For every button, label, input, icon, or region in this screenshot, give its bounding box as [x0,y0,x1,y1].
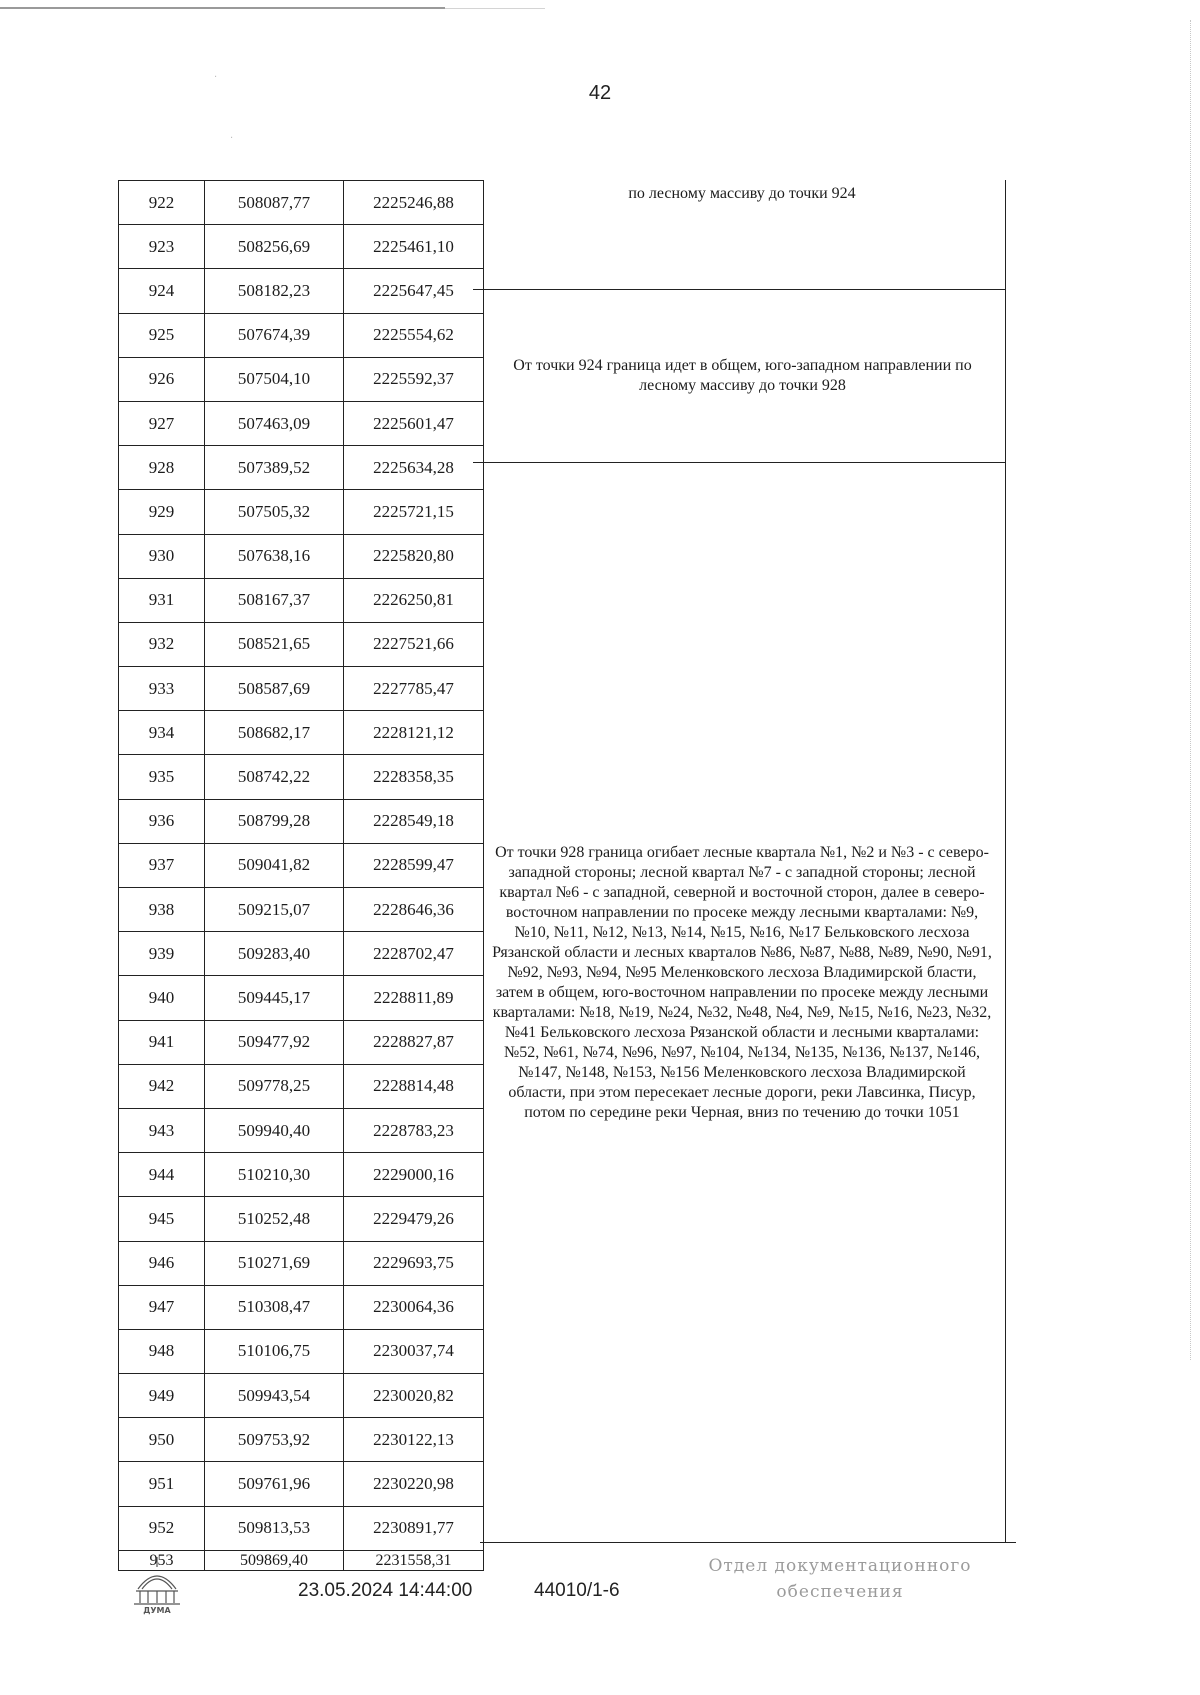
coordinate-y-cell: 2229693,75 [344,1241,484,1285]
table-row [119,1329,484,1373]
table-row [119,1374,484,1418]
coordinate-y-cell: 2230037,74 [344,1329,484,1373]
table-row [119,976,484,1020]
coordinate-x-cell: 508799,28 [205,799,344,843]
coordinate-x-cell: 507463,09 [205,401,344,445]
coordinate-y-cell: 2230064,36 [344,1285,484,1329]
point-number-cell: 938 [119,888,205,932]
coordinate-y-cell: 2229000,16 [344,1153,484,1197]
table-row [119,711,484,755]
table-row [119,888,484,932]
coordinate-y-cell: 2230122,13 [344,1418,484,1462]
coordinate-y-cell: 2228783,23 [344,1108,484,1152]
table-row [119,755,484,799]
point-number-cell: 928 [119,446,205,490]
point-number-cell: 940 [119,976,205,1020]
coordinate-x-cell: 509753,92 [205,1418,344,1462]
coordinate-x-cell: 510271,69 [205,1241,344,1285]
scan-speck: · [230,133,234,144]
scan-edge-rule [0,7,445,9]
footer-timestamp: 23.05.2024 14:44:00 [298,1580,473,1601]
table-row [119,843,484,887]
coordinate-y-cell: 2230020,82 [344,1374,484,1418]
coordinate-y-cell: 2228811,89 [344,976,484,1020]
point-number-cell: 949 [119,1374,205,1418]
table-row [119,1197,484,1241]
table-row [119,490,484,534]
coordinate-x-cell: 509761,96 [205,1462,344,1506]
point-number-cell: 943 [119,1108,205,1152]
coordinate-y-cell: 2228121,12 [344,711,484,755]
table-row [119,1020,484,1064]
coordinate-y-cell: 2227521,66 [344,622,484,666]
coordinate-x-cell: 508087,77 [205,181,344,225]
table-row [119,225,484,269]
point-number-cell: 937 [119,843,205,887]
point-number-cell: 946 [119,1241,205,1285]
table-row [119,1064,484,1108]
coordinate-y-cell: 2225461,10 [344,225,484,269]
coordinate-y-cell: 2225647,45 [344,269,484,313]
footer-document-number: 44010/1-6 [534,1580,620,1601]
point-number-cell: 925 [119,313,205,357]
point-number-cell: 939 [119,932,205,976]
description-divider [473,289,1006,290]
scan-edge-marks [1190,20,1195,1360]
coordinate-x-cell: 509940,40 [205,1108,344,1152]
coordinate-x-cell: 508682,17 [205,711,344,755]
point-number-cell: 932 [119,622,205,666]
point-number-cell: 948 [119,1329,205,1373]
table-row [119,1506,484,1550]
table-row [119,269,484,313]
table-row [119,401,484,445]
coordinate-x-cell: 509283,40 [205,932,344,976]
table-row [119,667,484,711]
coordinate-y-cell: 2229479,26 [344,1197,484,1241]
coordinate-x-cell: 509869,40 [205,1550,344,1570]
point-number-cell: 941 [119,1020,205,1064]
table-row [119,1462,484,1506]
table-row [119,313,484,357]
coordinate-y-cell: 2225592,37 [344,357,484,401]
point-number-cell: 931 [119,578,205,622]
coordinates-table-body [119,181,484,1571]
point-number-cell: 922 [119,181,205,225]
coordinate-x-cell: 508167,37 [205,578,344,622]
point-number-cell: 933 [119,667,205,711]
coordinate-y-cell: 2226250,81 [344,578,484,622]
point-number-cell: 935 [119,755,205,799]
point-number-cell: 923 [119,225,205,269]
coordinate-x-cell: 509778,25 [205,1064,344,1108]
coordinate-x-cell: 508182,23 [205,269,344,313]
department-stamp-line1: Отдел документационного [708,1556,972,1576]
coordinate-y-cell: 2225246,88 [344,181,484,225]
point-number-cell: 930 [119,534,205,578]
coordinate-y-cell: 2225634,28 [344,446,484,490]
description-segment-1: по лесному массиву до точки 924 [628,185,856,202]
point-number-cell: 951 [119,1462,205,1506]
coordinate-x-cell: 509477,92 [205,1020,344,1064]
description-segment-3: От точки 928 граница огибает лесные квартала №1, №2 и №3 - с северо-западной стороны; лесной квартал №7 - с западной стороны; лесной квартал №6 - с западной, северной и восточной сторон, далее в северо-восточном направлении по просеке между лесными кварталами: №9, №10, №11, №12, №13, №14, №15, №16, №17 Бельковского лесхоза Рязанской области и лесных кварталов №86, №87, №88, №89, №90, №91, №92, №93, №94, №95 Меленковского лесхоза Владимирской бласти, затем в общем, юго-восточном направлении по просеке между лесными кварталами: №18, №19, №24, №32, №48, №4, №9, №15, №16, №23, №32, №41 Бельковского лесхоза Рязанской области и лесными кварталами: №52, №61, №74, №96, №97, №104, №134, №135, №136, №137, №146, №147, №148, №153, №156 Меленковского лесхоза Владимирской области, при этом пересекает лесные дороги, реки Лавсинка, Писур, потом по середине реки Черная, вниз по течению до точки 1051 [492,844,992,1121]
coordinate-x-cell: 509445,17 [205,976,344,1020]
coordinate-y-cell: 2228814,48 [344,1064,484,1108]
coordinate-x-cell: 507389,52 [205,446,344,490]
table-row [119,799,484,843]
table-row [119,1241,484,1285]
point-number-cell: 953 [119,1550,205,1570]
scan-speck: · [214,72,218,83]
point-number-cell: 929 [119,490,205,534]
table-row [119,357,484,401]
table-row [119,578,484,622]
coordinate-x-cell: 507504,10 [205,357,344,401]
description-column-right-border [1005,180,1006,1542]
description-segment-2: От точки 924 граница идет в общем, юго-западном направлении по лесному массиву до точки 928 [513,357,972,394]
coordinate-y-cell: 2228827,87 [344,1020,484,1064]
table-row [119,446,484,490]
page-number: 42 [588,82,612,104]
point-number-cell: 934 [119,711,205,755]
coordinate-y-cell: 2228549,18 [344,799,484,843]
coordinate-x-cell: 507505,32 [205,490,344,534]
crest-label: ДУМА [143,1606,171,1615]
table-row [119,932,484,976]
point-number-cell: 944 [119,1153,205,1197]
coordinate-y-cell: 2228358,35 [344,755,484,799]
coordinate-x-cell: 507638,16 [205,534,344,578]
coordinate-y-cell: 2225554,62 [344,313,484,357]
coordinate-x-cell: 508256,69 [205,225,344,269]
coordinate-y-cell: 2225820,80 [344,534,484,578]
table-row [119,1418,484,1462]
table-row [119,1108,484,1152]
coordinate-x-cell: 508742,22 [205,755,344,799]
coordinate-x-cell: 509943,54 [205,1374,344,1418]
coordinates-table-wrap [118,180,484,1571]
department-stamp [690,1553,990,1605]
point-number-cell: 942 [119,1064,205,1108]
coordinate-x-cell: 509041,82 [205,843,344,887]
point-number-cell: 945 [119,1197,205,1241]
point-number-cell: 952 [119,1506,205,1550]
description-divider [473,462,1006,463]
coordinate-x-cell: 507674,39 [205,313,344,357]
coordinate-x-cell: 509813,53 [205,1506,344,1550]
coordinate-x-cell: 510308,47 [205,1285,344,1329]
point-number-cell: 927 [119,401,205,445]
table-row [119,622,484,666]
scan-edge-rule-faint [445,8,545,9]
coordinate-x-cell: 509215,07 [205,888,344,932]
coordinates-table [118,180,484,1571]
description-column-bottom-border [480,1542,1016,1543]
coordinate-y-cell: 2225721,15 [344,490,484,534]
point-number-cell: 947 [119,1285,205,1329]
coordinate-x-cell: 510252,48 [205,1197,344,1241]
coordinate-y-cell: 2228599,47 [344,843,484,887]
point-number-cell: 926 [119,357,205,401]
table-row [119,1285,484,1329]
coordinate-y-cell: 2227785,47 [344,667,484,711]
coordinate-y-cell: 2231558,31 [344,1550,484,1570]
coordinate-y-cell: 2228646,36 [344,888,484,932]
table-row [119,1153,484,1197]
coordinate-x-cell: 510210,30 [205,1153,344,1197]
point-number-cell: 950 [119,1418,205,1462]
coordinate-y-cell: 2225601,47 [344,401,484,445]
table-row [119,534,484,578]
coordinate-y-cell: 2230220,98 [344,1462,484,1506]
department-stamp-line2: обеспечения [776,1582,904,1602]
coordinate-x-cell: 508521,65 [205,622,344,666]
coordinate-x-cell: 510106,75 [205,1329,344,1373]
coordinate-x-cell: 508587,69 [205,667,344,711]
coordinate-y-cell: 2228702,47 [344,932,484,976]
point-number-cell: 924 [119,269,205,313]
point-number-cell: 936 [119,799,205,843]
table-row [119,181,484,225]
duma-crest-logo [128,1555,186,1615]
coordinate-y-cell: 2230891,77 [344,1506,484,1550]
